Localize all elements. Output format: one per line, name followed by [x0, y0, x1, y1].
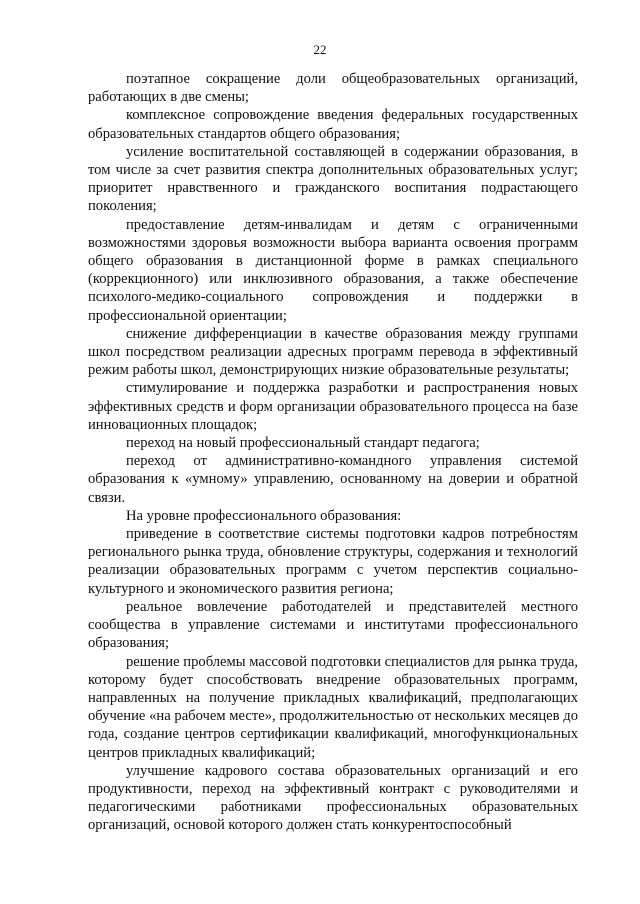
- paragraph: реальное вовлечение работодателей и представителей местного сообщества в управление системами и институтами профессионального образования;: [88, 598, 578, 652]
- paragraph: поэтапное сокращение доли общеобразовательных организаций, работающих в две смены;: [88, 71, 578, 106]
- paragraph: решение проблемы массовой подготовки специалистов для рынка труда, которому будет способствовать внедрение образовательных программ, направленных на получение прикладных квалификаций, предполагающих обучение «на рабочем месте», продолжительностью от нескольких месяцев до года, создание центров сертификации квалификаций, многофункциональных центров прикладных квалификаций;: [88, 653, 578, 761]
- paragraph: переход на новый профессиональный стандарт педагога;: [126, 435, 480, 452]
- paragraph: усиление воспитательной составляющей в содержании образования, в том числе за счет развития спектра дополнительных образовательных услуг; приоритет нравственного и гражданского воспитания подрастающего поколения;: [88, 143, 578, 215]
- paragraph: переход от административно-командного управления системой образования к «умному» управлению, основанному на доверии и обратной связи.: [88, 453, 578, 506]
- document-body: [88, 70, 578, 835]
- paragraph: комплексное сопровождение введения федеральных государственных образовательных стандартов общего образования;: [88, 107, 578, 142]
- page-number: 22: [313, 42, 327, 57]
- paragraph: предоставление детям-инвалидам и детям с ограниченными возможностями здоровья возможности выбора варианта освоения программ общего образования в дистанционной форме в рамках специального (коррекционного) или инклюзивного образования, а также обеспечение психолого-медико-социального сопровождения и поддержки в профессиональной ориентации;: [88, 216, 578, 324]
- paragraph: снижение дифференциации в качестве образования между группами школ посредством реализации адресных программ перевода в эффективный режим работы школ, демонстрирующих низкие образовательные результаты;: [88, 325, 578, 379]
- section-heading: На уровне профессионального образования:: [126, 507, 402, 524]
- paragraph: улучшение кадрового состава образовательных организаций и его продуктивности, переход на эффективный контракт с руководителями и педагогическими работниками профессиональных образовательных организаций, основой которого должен стать конкурентоспособный: [88, 762, 578, 834]
- paragraph: стимулирование и поддержка разработки и распространения новых эффективных средств и форм организации образовательного процесса на базе инновационных площадок;: [88, 380, 578, 433]
- paragraph: приведение в соответствие системы подготовки кадров потребностям регионального рынка труда, обновление структуры, содержания и технологий реализации образовательных программ с учетом перспектив социально-культурного и экономического развития региона;: [88, 526, 578, 597]
